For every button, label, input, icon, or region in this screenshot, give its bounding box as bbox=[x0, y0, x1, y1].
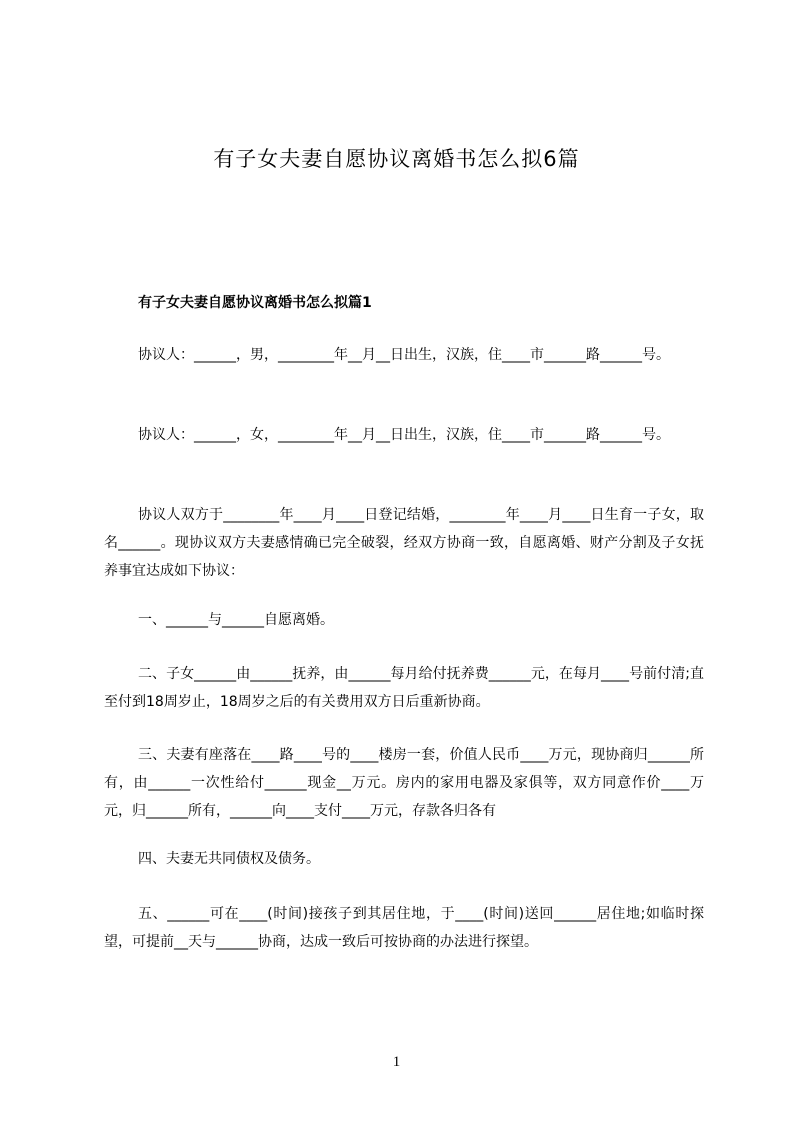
paragraph-party-male: 协议人：______，男，________年__月__日出生，汉族，住____市______路______号。 bbox=[138, 347, 670, 363]
section-heading: 有子女夫妻自愿协议离婚书怎么拟篇1 bbox=[138, 295, 372, 311]
paragraph-marriage-background: 协议人双方于________年____月____日登记结婚，________年____月____日生育一子女，取名______。现协议双方夫妻感情确已完全破裂，经双方协商一致，自愿离婚、财产分割及子女抚养事宜达成如下协议： bbox=[104, 507, 704, 579]
paragraph-clause-2: 二、子女______由______抚养，由______每月给付抚养费______元，在每月____号前付清;直至付到18周岁止，18周岁之后的有关费用双方日后重新协商。 bbox=[104, 666, 704, 710]
paragraph-clause-4: 四、夫妻无共同债权及债务。 bbox=[138, 851, 320, 867]
paragraph-clause-1: 一、______与______自愿离婚。 bbox=[138, 612, 334, 628]
page-number: 1 bbox=[392, 1054, 401, 1070]
paragraph-clause-5: 五、______可在____(时间)接孩子到其居住地，于____(时间)送回______居住地;如临时探望，可提前__天与______协商，达成一致后可按协商的办法进行探望。 bbox=[104, 906, 704, 950]
paragraph-party-female: 协议人：______，女，________年__月__日出生，汉族，住____市______路______号。 bbox=[138, 427, 670, 443]
document-title: 有子女夫妻自愿协议离婚书怎么拟6篇 bbox=[213, 147, 580, 171]
paragraph-clause-3: 三、夫妻有座落在____路____号的____楼房一套，价值人民币____万元，现协商归______所有，由______一次性给付______现金__万元。房内的家用电器及家俱等，双方同意作价____万元，归______所有，______向____支付____万元，存款各归各有 bbox=[104, 747, 704, 819]
